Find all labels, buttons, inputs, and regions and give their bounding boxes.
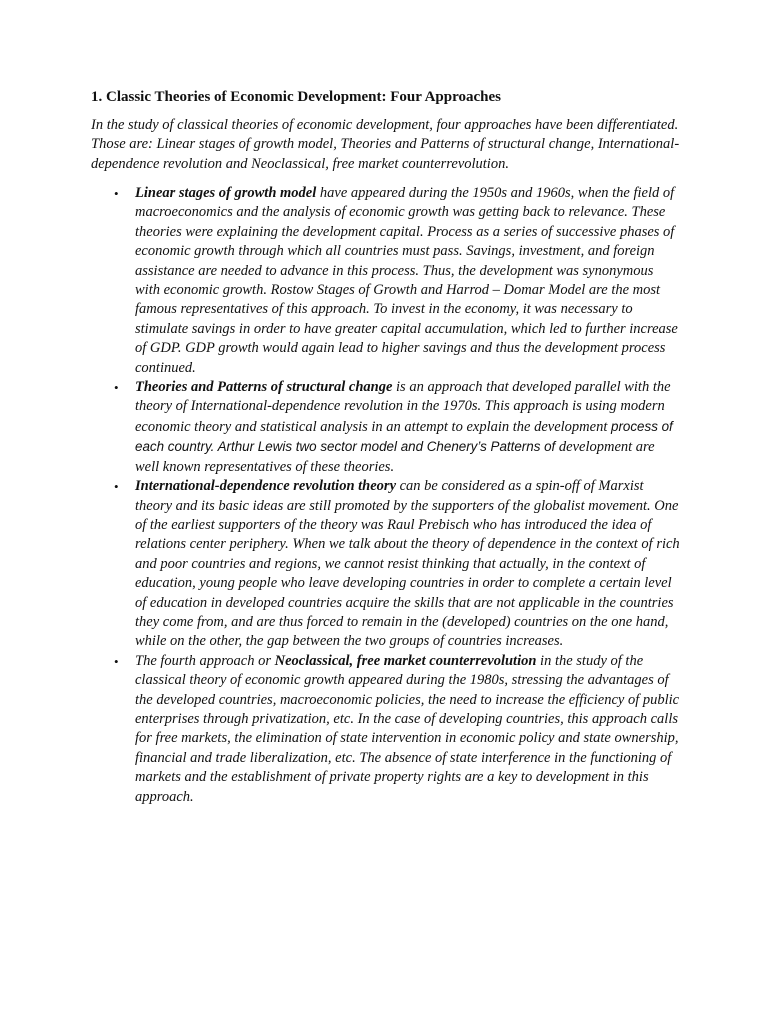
section-heading: 1. Classic Theories of Economic Development: Four Approaches xyxy=(91,89,501,105)
list-item-linear-stages xyxy=(91,184,681,378)
bullet-term: Theories and Patterns of structural change xyxy=(135,379,393,396)
bullet-tail-text: development are well known representatives of these theories. xyxy=(135,439,655,475)
bullet-lead-text: The fourth approach or xyxy=(135,652,275,669)
bullet-icon: • xyxy=(114,380,119,396)
bullet-icon: • xyxy=(114,653,119,669)
list-item-dependence-revolution xyxy=(91,477,681,652)
bullet-term: International-dependence revolution theory xyxy=(135,478,396,495)
list-item-structural-change xyxy=(91,378,681,477)
bullet-sans-text: process of each country. Arthur Lewis two sector model and Chenery’s Patterns of xyxy=(135,418,673,455)
bullet-term: Neoclassical, free market counterrevolution xyxy=(274,652,537,669)
approaches-list xyxy=(91,184,681,807)
bullet-text: is an approach that developed parallel with the theory of International-dependence revolution in the 1970s. This approach is using modern economic theory and statistical analysis in an attempt to explain the development xyxy=(135,379,671,435)
bullet-text: in the study of the classical theory of economic growth appeared during the 1980s, stressing the advantages of the developed countries, macroeconomic policies, the need to increase the efficiency of public enterprises through privatization, etc. In the case of developing countries, this approach calls for free markets, the elimination of state intervention in economic policy and state ownership, financial and trade liberalization, etc. The absence of state interference in the functioning of markets and the establishment of private property rights are a key to development in this approach. xyxy=(135,652,680,805)
bullet-text: have appeared during the 1950s and 1960s, when the field of macroeconomics and the analysis of economic growth was getting back to relevance. These theories were explaining the development capital. Process as a series of successive phases of economic growth through which all countries must pass. Savings, investment, and foreign assistance are needed to advance in this process. Thus, the development was synonymous with economic growth. Rostow Stages of Growth and Harrod – Domar Model are the most famous representatives of this approach. To invest in the economy, it was necessary to stimulate savings in order to have greater capital accumulation, which led to further increase of GDP. GDP growth would again lead to higher savings and thus the development process continued. xyxy=(135,185,678,376)
list-item-neoclassical xyxy=(91,652,681,807)
bullet-term: Linear stages of growth model xyxy=(135,185,317,201)
intro-paragraph: In the study of classical theories of economic development, four approaches have been differentiated. Those are: Linear stages of growth model, Theories and Patterns of structural change, International-dependence revolution and Neoclassical, free market counterrevolution. xyxy=(91,117,680,172)
bullet-text: can be considered as a spin-off of Marxist theory and its basic ideas are still promoted by the supporters of the globalist movement. One of the earliest supporters of the theory was Raul Prebisch who has introduced the idea of relations center periphery. When we talk about the theory of dependence in the context of rich and poor countries and regions, we cannot resist thinking that actually, in the context of education, young people who leave developing countries in order to complete a certain level of education in developed countries acquire the skills that are not applicable in the countries they come from, and are thus forced to remain in the (developed) countries on the one hand, while on the other, the gap between the two groups of countries increases. xyxy=(135,478,680,650)
bullet-icon: • xyxy=(114,186,119,201)
bullet-icon: • xyxy=(114,479,119,495)
